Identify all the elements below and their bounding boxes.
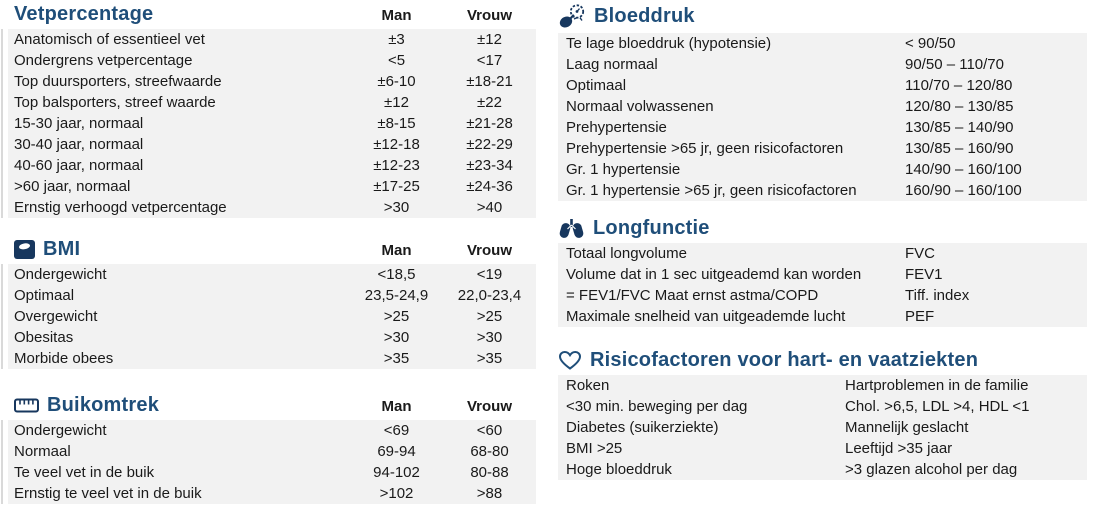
vrouw-value: <60 <box>476 422 503 439</box>
row-label: Optimaal <box>566 77 627 94</box>
row-label: Ernstig verhoogd vetpercentage <box>14 199 227 216</box>
table-row <box>8 113 536 134</box>
row-label: Morbide obees <box>14 350 114 367</box>
row-value: < 90/50 <box>905 35 956 52</box>
table-header <box>558 3 1087 33</box>
table-row <box>8 264 536 285</box>
risk-factor-right: >3 glazen alcohol per dag <box>845 461 1018 478</box>
vrouw-value: >88 <box>476 485 503 502</box>
table-row <box>558 117 1087 138</box>
man-value: <69 <box>383 422 410 439</box>
vrouw-value: 22,0-23,4 <box>457 287 522 304</box>
row-label: = FEV1/FVC Maat ernst astma/COPD <box>566 287 819 304</box>
table-row <box>8 483 536 504</box>
row-label: Prehypertensie >65 jr, geen risicofactoren <box>566 140 844 157</box>
row-label: Laag normaal <box>566 56 658 73</box>
row-label: Ondergrens vetpercentage <box>14 52 193 69</box>
row-label: Normaal <box>14 443 71 460</box>
table-header <box>8 394 536 420</box>
risk-factor-left: Hoge bloeddruk <box>566 461 672 478</box>
man-value: 23,5-24,9 <box>364 287 429 304</box>
table-row <box>8 92 536 113</box>
table-longfunctie <box>558 217 1087 327</box>
table-row <box>558 180 1087 201</box>
table-row <box>558 33 1087 54</box>
vrouw-value: >30 <box>476 329 503 346</box>
table-row <box>558 375 1087 396</box>
vrouw-value: 68-80 <box>470 443 509 460</box>
row-label: Ernstig te veel vet in de buik <box>14 485 202 502</box>
row-value: PEF <box>905 308 935 325</box>
man-value: ±12-23 <box>373 157 420 174</box>
man-value: <5 <box>387 52 406 69</box>
column-header-man: Man <box>381 398 412 415</box>
vrouw-value: <19 <box>476 266 503 283</box>
table-rows <box>8 29 536 218</box>
table-header <box>558 217 1087 243</box>
row-label: >60 jaar, normaal <box>14 178 131 195</box>
table-row <box>8 327 536 348</box>
table-row <box>558 159 1087 180</box>
row-label: Optimaal <box>14 287 75 304</box>
row-value: 130/85 – 140/90 <box>905 119 1014 136</box>
table-row <box>558 396 1087 417</box>
man-value: >25 <box>383 308 410 325</box>
table-rows <box>558 243 1087 327</box>
table-row <box>558 75 1087 96</box>
table-row <box>8 155 536 176</box>
man-value: ±12 <box>384 94 409 111</box>
row-label: Obesitas <box>14 329 74 346</box>
table-row <box>558 285 1087 306</box>
table-row <box>558 243 1087 264</box>
table-row <box>558 264 1087 285</box>
row-label: Maximale snelheid van uitgeademde lucht <box>566 308 846 325</box>
table-header <box>558 349 1087 375</box>
table-row <box>558 306 1087 327</box>
risk-factor-left: Diabetes (suikerziekte) <box>566 419 719 436</box>
table-row <box>8 348 536 369</box>
heart-icon <box>558 350 582 371</box>
vrouw-value: ±12 <box>477 31 502 48</box>
column-header-vrouw: Vrouw <box>466 7 512 24</box>
row-label: Prehypertensie <box>566 119 667 136</box>
row-label: 15-30 jaar, normaal <box>14 115 144 132</box>
row-label: Totaal longvolume <box>566 245 687 262</box>
table-row <box>558 417 1087 438</box>
table-row <box>8 420 536 441</box>
table-row <box>8 462 536 483</box>
table-header <box>8 238 536 264</box>
table-title: BMI <box>43 238 81 260</box>
vrouw-value: ±24-36 <box>466 178 513 195</box>
row-label: Overgewicht <box>14 308 98 325</box>
table-row <box>8 197 536 218</box>
table-row <box>8 134 536 155</box>
vrouw-value: >40 <box>476 199 503 216</box>
row-label: Top balsporters, streef waarde <box>14 94 216 111</box>
vrouw-value: ±22 <box>477 94 502 111</box>
man-value: ±3 <box>388 31 405 48</box>
vrouw-value: ±22-29 <box>466 136 513 153</box>
man-value: >102 <box>379 485 414 502</box>
man-value: ±12-18 <box>373 136 420 153</box>
row-label: 30-40 jaar, normaal <box>14 136 144 153</box>
table-buikomtrek <box>8 394 536 504</box>
table-rows <box>558 375 1087 480</box>
vrouw-value: >35 <box>476 350 503 367</box>
column-header-man: Man <box>381 242 412 259</box>
table-vetpercentage <box>8 3 536 218</box>
row-label: Top duursporters, streefwaarde <box>14 73 222 90</box>
vrouw-value: 80-88 <box>470 464 509 481</box>
table-title: Risicofactoren voor hart- en vaatziekten <box>590 349 979 371</box>
vrouw-value: >25 <box>476 308 503 325</box>
table-bmi <box>8 238 536 369</box>
vrouw-value: ±18-21 <box>466 73 513 90</box>
row-label: Gr. 1 hypertensie <box>566 161 681 178</box>
table-rows <box>558 33 1087 201</box>
row-value: 110/70 – 120/80 <box>905 77 1013 94</box>
row-label: Anatomisch of essentieel vet <box>14 31 205 48</box>
table-row <box>8 306 536 327</box>
man-value: >35 <box>383 350 410 367</box>
man-value: ±6-10 <box>377 73 416 90</box>
row-label: Volume dat in 1 sec uitgeademd kan worden <box>566 266 862 283</box>
table-header <box>8 3 536 29</box>
table-title: Bloeddruk <box>594 5 695 27</box>
right-column <box>558 0 1087 480</box>
row-label: Gr. 1 hypertensie >65 jr, geen risicofactoren <box>566 182 857 199</box>
man-value: 69-94 <box>377 443 416 460</box>
row-label: 40-60 jaar, normaal <box>14 157 144 174</box>
ruler-icon <box>14 398 39 413</box>
table-title: Buikomtrek <box>47 394 160 416</box>
table-row <box>8 285 536 306</box>
left-column <box>8 0 536 504</box>
risk-factor-left: <30 min. beweging per dag <box>566 398 748 415</box>
man-value: ±17-25 <box>373 178 420 195</box>
risk-factor-right: Leeftijd >35 jaar <box>845 440 953 457</box>
lungs-icon <box>558 218 585 239</box>
row-label: Ondergewicht <box>14 266 107 283</box>
row-value: 90/50 – 110/70 <box>905 56 1004 73</box>
table-row <box>558 138 1087 159</box>
row-label: Te veel vet in de buik <box>14 464 155 481</box>
table-row <box>8 71 536 92</box>
table-row <box>558 438 1087 459</box>
table-rows <box>8 264 536 369</box>
vrouw-value: <17 <box>476 52 503 69</box>
table-title: Longfunctie <box>593 217 710 239</box>
man-value: >30 <box>383 329 410 346</box>
table-row <box>558 96 1087 117</box>
table-bloeddruk <box>558 3 1087 201</box>
man-value: 94-102 <box>373 464 420 481</box>
table-row <box>558 54 1087 75</box>
row-label: Ondergewicht <box>14 422 107 439</box>
blood-pressure-gauge-icon <box>558 3 586 30</box>
table-rows <box>8 420 536 504</box>
man-value: ±8-15 <box>377 115 416 132</box>
row-label: Te lage bloeddruk (hypotensie) <box>566 35 772 52</box>
row-value: FEV1 <box>905 266 943 283</box>
table-row <box>558 459 1087 480</box>
row-label: Normaal volwassenen <box>566 98 714 115</box>
row-value: 120/80 – 130/85 <box>905 98 1014 115</box>
table-risicofactoren <box>558 349 1087 480</box>
row-value: 160/90 – 160/100 <box>905 182 1022 199</box>
column-header-vrouw: Vrouw <box>466 398 512 415</box>
vrouw-value: ±23-34 <box>466 157 513 174</box>
table-title: Vetpercentage <box>14 3 154 25</box>
row-value: 130/85 – 160/90 <box>905 140 1014 157</box>
table-row <box>8 50 536 71</box>
risk-factor-right: Hartproblemen in de familie <box>845 377 1029 394</box>
vrouw-value: ±21-28 <box>466 115 513 132</box>
risk-factor-left: BMI >25 <box>566 440 623 457</box>
risk-factor-left: Roken <box>566 377 610 394</box>
risk-factor-right: Mannelijk geslacht <box>845 419 969 436</box>
scale-icon <box>14 240 35 259</box>
row-value: FVC <box>905 245 935 262</box>
table-row <box>8 29 536 50</box>
column-header-vrouw: Vrouw <box>466 242 512 259</box>
row-value: 140/90 – 160/100 <box>905 161 1022 178</box>
column-header-man: Man <box>381 7 412 24</box>
man-value: <18,5 <box>377 266 416 283</box>
man-value: >30 <box>383 199 410 216</box>
risk-factor-right: Chol. >6,5, LDL >4, HDL <1 <box>845 398 1030 415</box>
table-row <box>8 441 536 462</box>
row-value: Tiff. index <box>905 287 970 304</box>
table-row <box>8 176 536 197</box>
